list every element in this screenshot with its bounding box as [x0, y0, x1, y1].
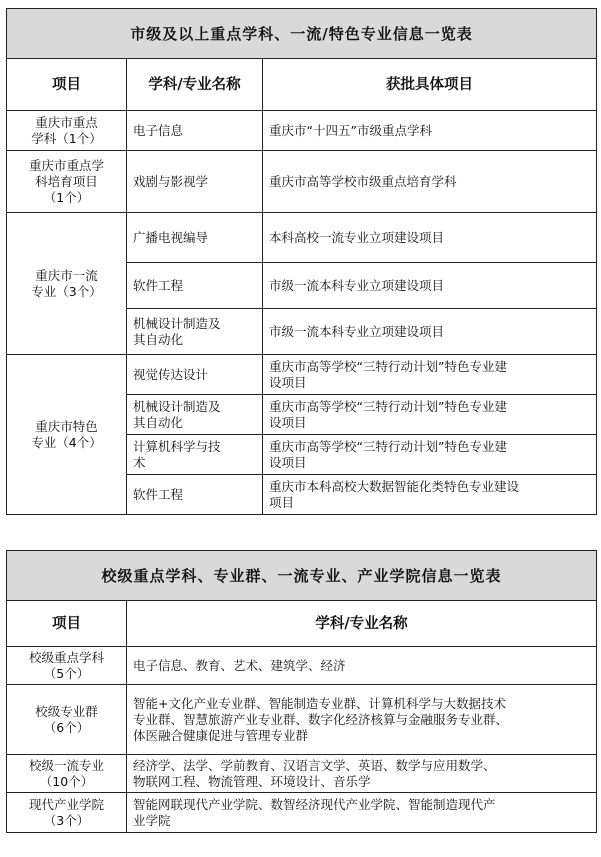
- table1-name-cell: [127, 395, 263, 435]
- table2-row: [7, 793, 597, 833]
- table1-name-cell: [127, 475, 263, 515]
- table2-category-cell: [7, 793, 127, 833]
- table1-name-cell: [127, 355, 263, 395]
- table1-row: [7, 111, 597, 151]
- cell-line: 智能+文化产业专业群、智能制造专业群、计算机科学与大数据技术: [133, 695, 506, 711]
- table1-category-cell: [7, 111, 127, 151]
- cell-line: 体医融合健康促进与管理专业群: [133, 727, 309, 743]
- cell-line: 市级一流本科专业立项建设项目: [269, 323, 445, 339]
- cell-line: 专业（4个）: [31, 434, 102, 450]
- cell-line: 机械设计制造及: [133, 315, 221, 331]
- table1-category-cell: [7, 151, 127, 213]
- table1-project-cell: [263, 435, 597, 475]
- table1-name-cell: [127, 263, 263, 309]
- cell-line: 校级重点学科: [28, 649, 104, 665]
- table1-name-cell: [127, 151, 263, 213]
- cell-line: 设项目: [269, 454, 307, 470]
- table1-name-cell: [127, 111, 263, 151]
- table1-name-cell: [127, 309, 263, 355]
- cell-line: 重庆市高等学校“三特行动计划”特色专业建: [269, 398, 507, 414]
- table1-project-cell: [263, 395, 597, 435]
- table1-project-cell: [263, 309, 597, 355]
- cell-line: 重庆市高等学校市级重点培育学科: [269, 173, 457, 189]
- table2-names-cell: [127, 685, 597, 755]
- cell-line: 设项目: [269, 414, 307, 430]
- cell-line: 广播电视编导: [133, 229, 209, 245]
- table2-header-name: 学科/专业名称: [127, 601, 597, 647]
- cell-line: 校级一流专业: [28, 757, 104, 773]
- table1-project-cell: [263, 475, 597, 515]
- table1-row: [7, 355, 597, 395]
- table2-names-cell: [127, 755, 597, 793]
- table2-row: [7, 755, 597, 793]
- cell-line: 重庆市一流: [35, 267, 98, 283]
- cell-line: 戏剧与影视学: [133, 173, 209, 189]
- table1-category-cell: [7, 213, 127, 355]
- table1-header-category: 项目: [7, 59, 127, 111]
- cell-line: 重庆市高等学校“三特行动计划”特色专业建: [269, 358, 507, 374]
- table2-row: [7, 647, 597, 685]
- school-level-table: [6, 550, 597, 833]
- cell-line: 术: [133, 454, 146, 470]
- cell-line: 电子信息: [133, 122, 184, 138]
- cell-line: 重庆市高等学校“三特行动计划”特色专业建: [269, 438, 507, 454]
- table1-title: 市级及以上重点学科、一流/特色专业信息一览表: [7, 9, 597, 59]
- key-disciplines-table: [6, 8, 597, 515]
- table1-row: [7, 213, 597, 263]
- cell-line: （5个）: [43, 665, 90, 681]
- cell-line: 重庆市“十四五”市级重点学科: [269, 122, 432, 138]
- table1-header-name: 学科/专业名称: [127, 59, 263, 111]
- cell-line: 科培育项目: [35, 173, 98, 189]
- table2-names-cell: [127, 647, 597, 685]
- cell-line: 经济学、法学、学前教育、汉语言文学、英语、数学与应用数学、: [133, 757, 496, 773]
- cell-line: 专业（3个）: [31, 283, 102, 299]
- table1-project-cell: [263, 151, 597, 213]
- cell-line: 现代产业学院: [28, 796, 104, 812]
- cell-line: 重庆市重点: [35, 114, 98, 130]
- cell-line: （3个）: [43, 812, 90, 828]
- table2-title: 校级重点学科、专业群、一流专业、产业学院信息一览表: [7, 551, 597, 601]
- cell-line: 软件工程: [133, 277, 184, 293]
- cell-line: 其自动化: [133, 331, 184, 347]
- cell-line: 机械设计制造及: [133, 398, 221, 414]
- table2-category-cell: [7, 755, 127, 793]
- cell-line: 学科（1个）: [31, 130, 102, 146]
- cell-line: 重庆市特色: [35, 418, 98, 434]
- table2-category-cell: [7, 685, 127, 755]
- table1-project-cell: [263, 355, 597, 395]
- cell-line: 智能网联现代产业学院、数智经济现代产业学院、智能制造现代产: [133, 796, 496, 812]
- cell-line: 校级专业群: [35, 703, 98, 719]
- cell-line: 软件工程: [133, 486, 184, 502]
- cell-line: 重庆市本科高校大数据智能化类特色专业建设: [269, 478, 520, 494]
- cell-line: （6个）: [43, 719, 90, 735]
- table1-project-cell: [263, 111, 597, 151]
- cell-line: 电子信息、教育、艺术、建筑学、经济: [133, 657, 346, 673]
- table2-header-category: 项目: [7, 601, 127, 647]
- table1-row: [7, 151, 597, 213]
- cell-line: 业学院: [133, 812, 171, 828]
- table1-name-cell: [127, 435, 263, 475]
- table1-category-cell: [7, 355, 127, 515]
- table1-name-cell: [127, 213, 263, 263]
- table1-project-cell: [263, 263, 597, 309]
- table1-header-project: 获批具体项目: [263, 59, 597, 111]
- cell-line: 专业群、智慧旅游产业专业群、数字化经济核算与金融服务专业群、: [133, 711, 509, 727]
- cell-line: （1个）: [43, 189, 90, 205]
- table1-project-cell: [263, 213, 597, 263]
- table2-names-cell: [127, 793, 597, 833]
- cell-line: 设项目: [269, 374, 307, 390]
- cell-line: 项目: [269, 494, 295, 510]
- cell-line: 其自动化: [133, 414, 184, 430]
- cell-line: 物联网工程、物流管理、环境设计、音乐学: [133, 773, 371, 789]
- cell-line: （10个）: [39, 773, 94, 789]
- table2-category-cell: [7, 647, 127, 685]
- cell-line: 视觉传达设计: [133, 366, 209, 382]
- cell-line: 市级一流本科专业立项建设项目: [269, 277, 445, 293]
- cell-line: 重庆市重点学: [28, 157, 104, 173]
- cell-line: 计算机科学与技: [133, 438, 221, 454]
- cell-line: 本科高校一流专业立项建设项目: [269, 229, 445, 245]
- table2-row: [7, 685, 597, 755]
